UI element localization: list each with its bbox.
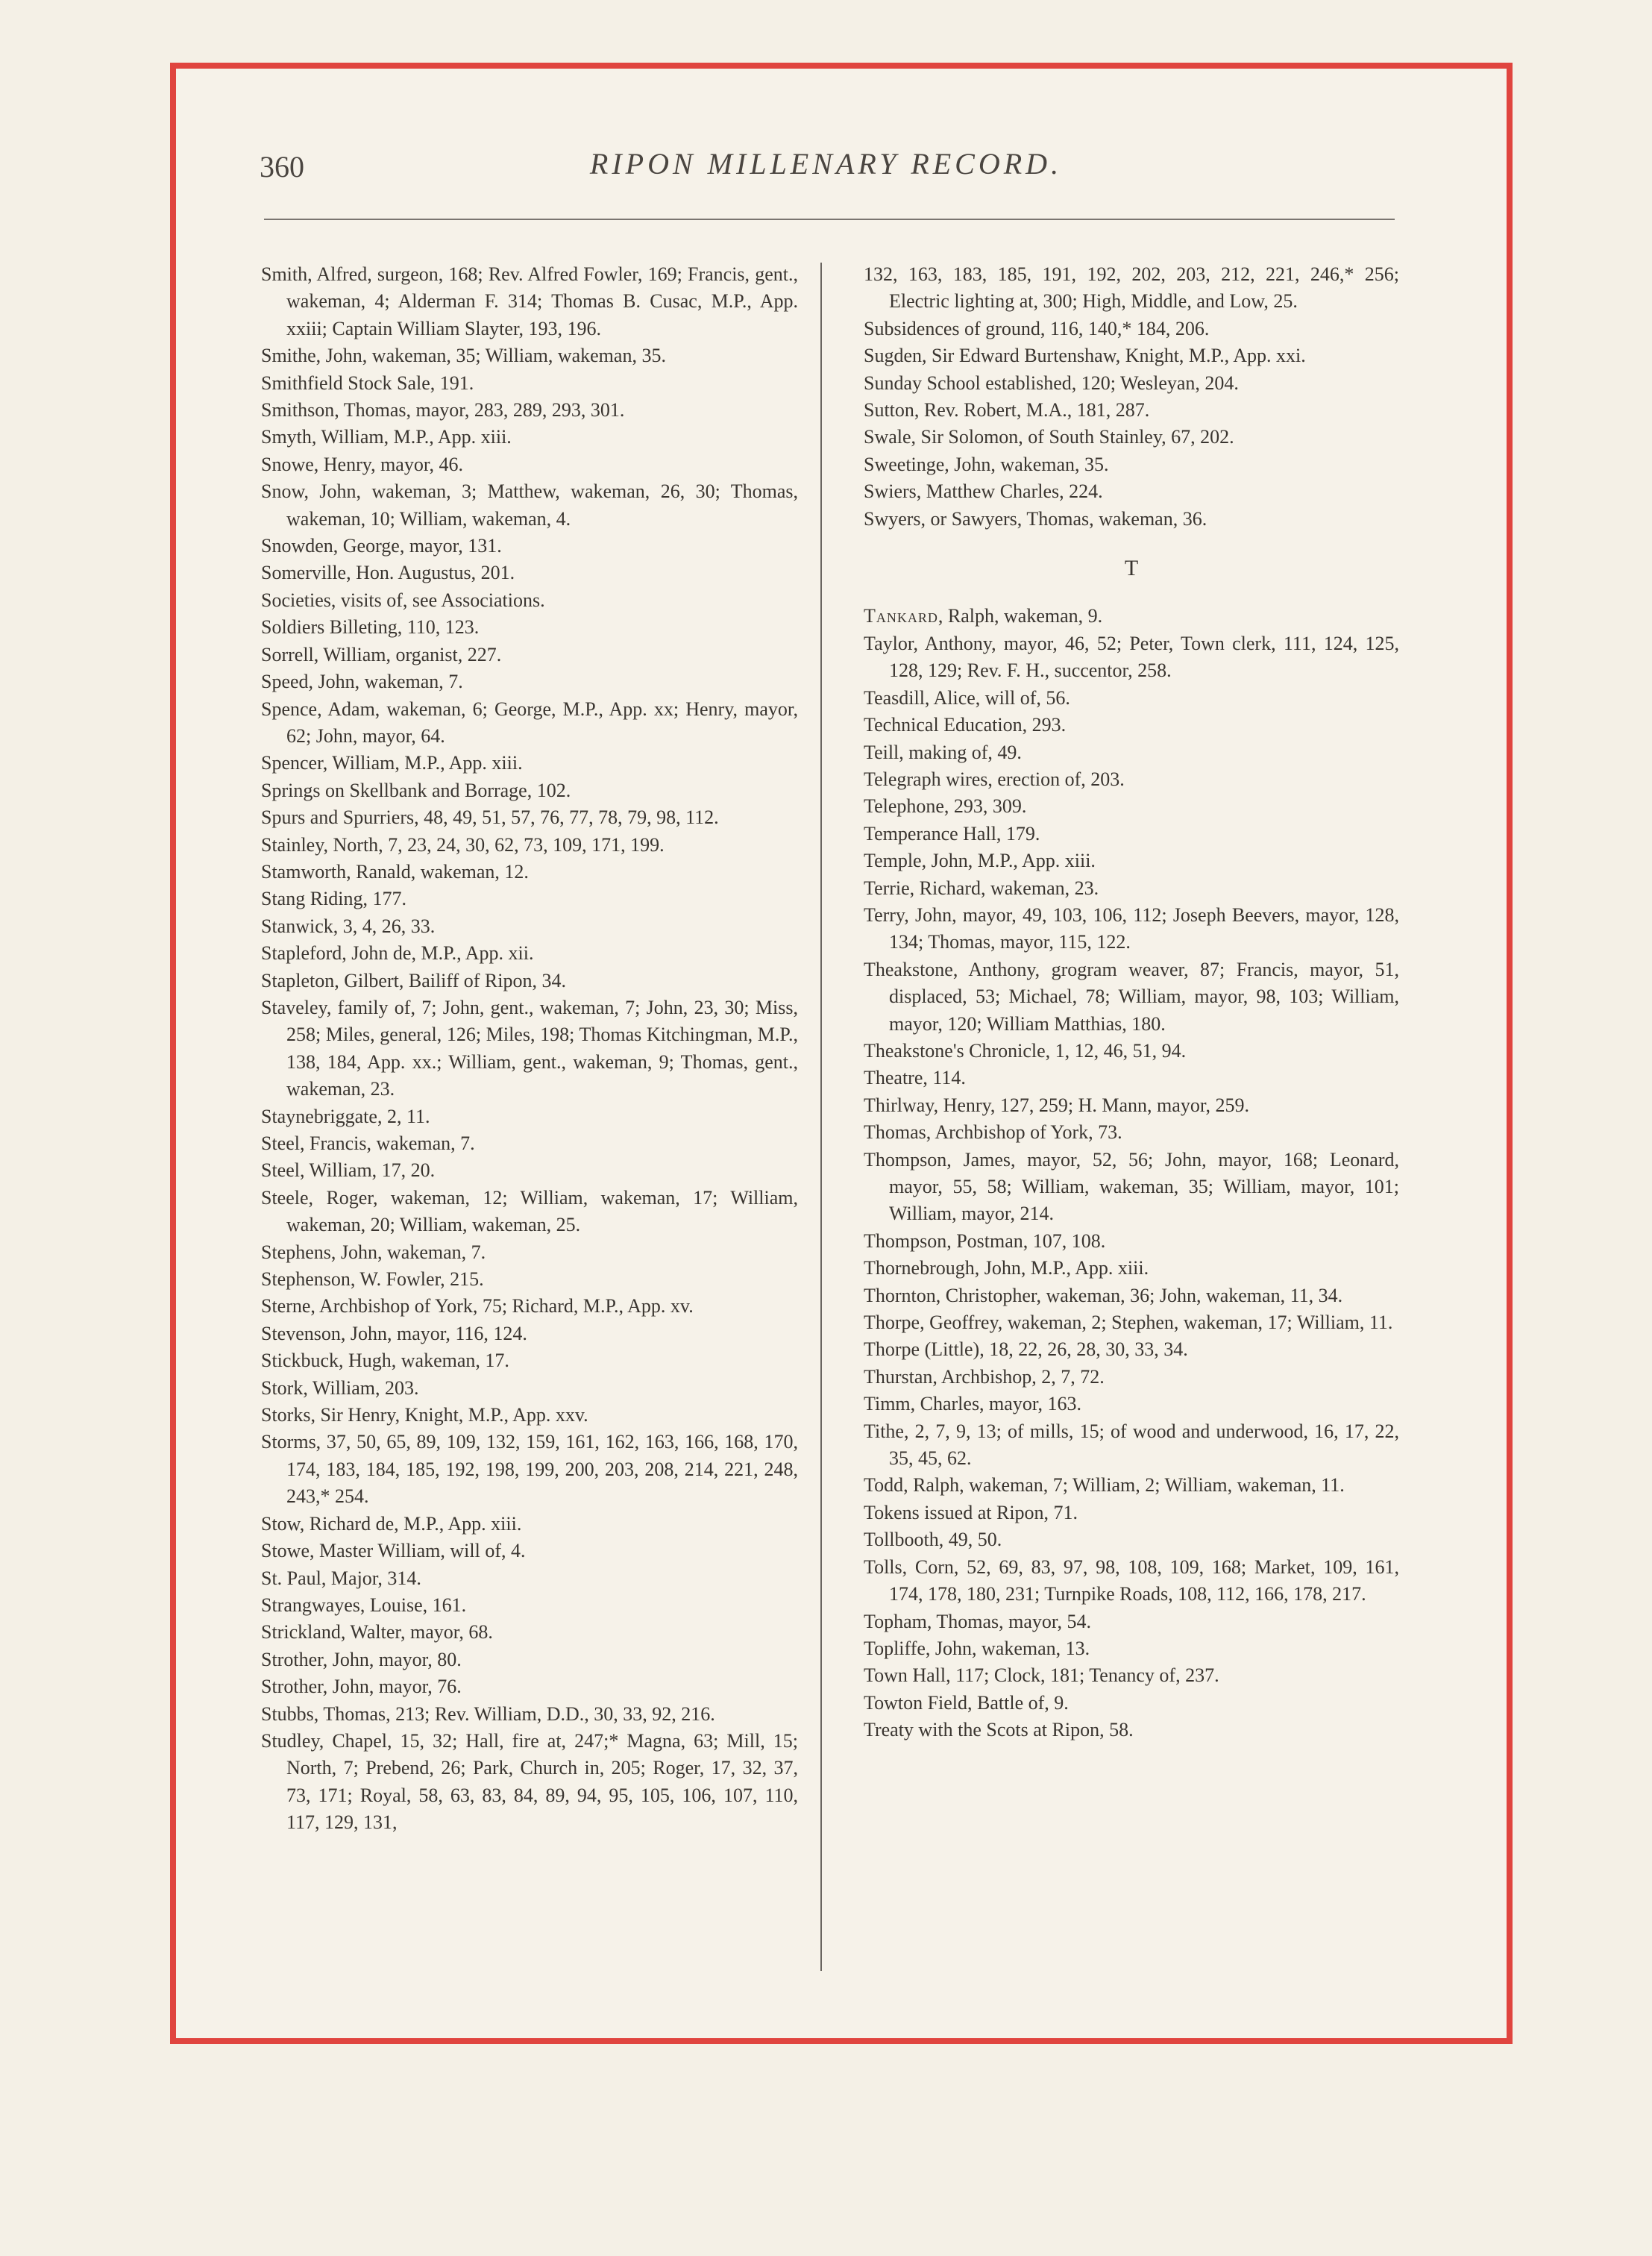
index-entry: Sutton, Rev. Robert, M.A., 181, 287.: [864, 399, 1150, 422]
index-entry: Thurstan, Archbishop, 2, 7, 72.: [864, 1365, 1105, 1388]
index-entry: Speed, John, wakeman, 7.: [261, 671, 463, 693]
index-entry: Technical Education, 293.: [864, 714, 1067, 736]
index-entry: St. Paul, Major, 314.: [261, 1567, 421, 1589]
running-title: RIPON MILLENARY RECORD.: [589, 147, 1063, 181]
index-entry: Snowden, George, mayor, 131.: [261, 535, 502, 557]
index-entry: Thornebrough, John, M.P., App. xiii.: [864, 1257, 1149, 1279]
index-entry: Swiers, Matthew Charles, 224.: [864, 480, 1103, 503]
index-entry: Thompson, Postman, 107, 108.: [864, 1229, 1106, 1252]
index-entry: Treaty with the Scots at Ripon, 58.: [864, 1719, 1134, 1741]
index-entry: 132, 163, 183, 185, 191, 192, 202, 203, 212, 221, 246,* 256; Electric lighting at, 300; High, Middle, and Low, 25.: [864, 263, 1399, 313]
index-entry: Terry, John, mayor, 49, 103, 106, 112; Joseph Beevers, mayor, 128, 134; Thomas, mayor, 115, 122.: [864, 903, 1399, 953]
index-entry: Tolls, Corn, 52, 69, 83, 97, 98, 108, 109, 168; Market, 109, 161, 174, 178, 180, 231; Turnpike Roads, 108, 112, 166, 178, 217.: [864, 1555, 1399, 1605]
index-entry: Smith, Alfred, surgeon, 168; Rev. Alfred Fowler, 169; Francis, gent., wakeman, 4; Alderman F. 314; Thomas B. Cusac, M.P., App. xxiii; Captain William Slayter, 193, 196.: [261, 263, 798, 339]
index-entry: Thomas, Archbishop of York, 73.: [864, 1121, 1122, 1144]
index-entry: Steel, Francis, wakeman, 7.: [261, 1132, 475, 1154]
index-entry: Spurs and Spurriers, 48, 49, 51, 57, 76, 77, 78, 79, 98, 112.: [261, 806, 719, 829]
index-entry: Smyth, William, M.P., App. xiii.: [261, 426, 512, 448]
page-number: 360: [260, 150, 304, 184]
index-entry: Theatre, 114.: [864, 1067, 966, 1089]
index-entry: Theakstone's Chronicle, 1, 12, 46, 51, 94.: [864, 1039, 1187, 1062]
index-entry: Sugden, Sir Edward Burtenshaw, Knight, M.P., App. xxi.: [864, 345, 1306, 367]
index-entry: Taylor, Anthony, mayor, 46, 52; Peter, Town clerk, 111, 124, 125, 128, 129; Rev. F. H., succentor, 258.: [864, 632, 1399, 682]
index-entry: Smithfield Stock Sale, 191.: [261, 372, 474, 394]
index-entry: Stickbuck, Hugh, wakeman, 17.: [261, 1350, 509, 1372]
index-entry: Steel, William, 17, 20.: [261, 1159, 436, 1182]
index-entry: Strother, John, mayor, 80.: [261, 1648, 462, 1670]
index-entry: Subsidences of ground, 116, 140,* 184, 206.: [864, 317, 1210, 339]
index-entry: Strangwayes, Louise, 161.: [261, 1594, 467, 1616]
index-entry-rest: , Ralph, wakeman, 9.: [938, 605, 1103, 627]
index-entry: [864, 603, 1399, 630]
section-letter-heading: T: [1124, 556, 1139, 581]
index-entry: Stang Riding, 177.: [261, 888, 407, 910]
index-entry: Teasdill, Alice, will of, 56.: [864, 686, 1070, 709]
index-entry: Teill, making of, 49.: [864, 741, 1022, 763]
index-entry: Stapleford, John de, M.P., App. xii.: [261, 942, 534, 965]
index-entry: Studley, Chapel, 15, 32; Hall, fire at, 247;* Magna, 63; Mill, 15; North, 7; Prebend, 26; Park, Church in, 205; Roger, 17, 32, 37, 73, 171; Royal, 58, 63, 83, 84, 89, 94, 95, 105, 106, 107, 110, 117, 129, 131,: [261, 1729, 798, 1834]
index-entry: Thirlway, Henry, 127, 259; H. Mann, mayor, 259.: [864, 1094, 1249, 1116]
index-entry: Stamworth, Ranald, wakeman, 12.: [261, 860, 529, 883]
header-rule: [264, 219, 1395, 220]
index-entry: Spence, Adam, wakeman, 6; George, M.P., App. xx; Henry, mayor, 62; John, mayor, 64.: [261, 698, 798, 747]
index-column-left: [261, 261, 798, 1837]
index-entry: Tollbooth, 49, 50.: [864, 1529, 1002, 1551]
index-entry-headword: Tankard: [864, 605, 938, 627]
index-entries-s-continued: [864, 261, 1399, 533]
index-entry: Topham, Thomas, mayor, 54.: [864, 1610, 1092, 1632]
index-entry: Stainley, North, 7, 23, 24, 30, 62, 73, 109, 171, 199.: [261, 833, 665, 856]
index-entry: Thorpe (Little), 18, 22, 26, 28, 30, 33, 34.: [864, 1338, 1188, 1361]
index-entry: Snow, John, wakeman, 3; Matthew, wakeman, 26, 30; Thomas, wakeman, 10; William, wakeman, 4.: [261, 480, 798, 530]
index-entry: Swale, Sir Solomon, of South Stainley, 67, 202.: [864, 426, 1234, 448]
index-entry: Sorrell, William, organist, 227.: [261, 643, 502, 665]
index-entry: Temple, John, M.P., App. xiii.: [864, 850, 1096, 872]
index-entry: Sunday School established, 120; Wesleyan, 204.: [864, 372, 1239, 394]
index-column-right: [864, 261, 1399, 1744]
index-entry: Telephone, 293, 309.: [864, 795, 1027, 818]
index-entry: Spencer, William, M.P., App. xiii.: [261, 752, 523, 774]
index-entry: Town Hall, 117; Clock, 181; Tenancy of, 237.: [864, 1664, 1219, 1687]
index-entry: Tokens issued at Ripon, 71.: [864, 1501, 1078, 1523]
index-entry: Timm, Charles, mayor, 163.: [864, 1393, 1081, 1415]
index-entry: Staveley, family of, 7; John, gent., wakeman, 7; John, 23, 30; Miss, 258; Miles, general, 126; Miles, 198; Thomas Kitchingman, M.P., 138, 184, App. xx.; William, gent., wakeman, 9; Thomas, gent., wakeman, 23.: [261, 996, 798, 1100]
index-entries-t: [864, 630, 1399, 1744]
index-entry: Topliffe, John, wakeman, 13.: [864, 1637, 1090, 1659]
index-entry: Stowe, Master William, will of, 4.: [261, 1540, 526, 1562]
index-entry: Steele, Roger, wakeman, 12; William, wakeman, 17; William, wakeman, 20; William, wakeman, 25.: [261, 1186, 798, 1236]
index-entry: Stevenson, John, mayor, 116, 124.: [261, 1322, 527, 1344]
index-entry: Telegraph wires, erection of, 203.: [864, 768, 1125, 790]
index-entry: Temperance Hall, 179.: [864, 822, 1040, 845]
index-entry: Strickland, Walter, mayor, 68.: [261, 1621, 493, 1644]
index-entry: Sweetinge, John, wakeman, 35.: [864, 453, 1109, 475]
index-entry: Snowe, Henry, mayor, 46.: [261, 453, 463, 475]
column-divider: [820, 263, 822, 1971]
index-entry: Smithe, John, wakeman, 35; William, wakeman, 35.: [261, 345, 666, 367]
index-entry: Swyers, or Sawyers, Thomas, wakeman, 36.: [864, 507, 1207, 530]
index-entry: Stephenson, W. Fowler, 215.: [261, 1268, 484, 1291]
index-entry: Stow, Richard de, M.P., App. xiii.: [261, 1512, 522, 1535]
index-entry: Somerville, Hon. Augustus, 201.: [261, 562, 515, 584]
index-entry: Tithe, 2, 7, 9, 13; of mills, 15; of wood and underwood, 16, 17, 22, 35, 45, 62.: [864, 1420, 1399, 1470]
index-entry: Springs on Skellbank and Borrage, 102.: [261, 779, 571, 801]
index-entry: Stapleton, Gilbert, Bailiff of Ripon, 34.: [261, 969, 566, 991]
index-entry: Terrie, Richard, wakeman, 23.: [864, 877, 1099, 899]
index-entry: Stork, William, 203.: [261, 1376, 419, 1399]
index-entry: Thorpe, Geoffrey, wakeman, 2; Stephen, wakeman, 17; William, 11.: [864, 1312, 1393, 1334]
index-entry: Stephens, John, wakeman, 7.: [261, 1241, 486, 1263]
index-entry: Thornton, Christopher, wakeman, 36; John, wakeman, 11, 34.: [864, 1284, 1343, 1306]
index-entry: Storks, Sir Henry, Knight, M.P., App. xxv.: [261, 1404, 588, 1426]
index-entry: Staynebriggate, 2, 11.: [261, 1105, 430, 1127]
index-entry: Stanwick, 3, 4, 26, 33.: [261, 915, 436, 937]
index-entry: Strother, John, mayor, 76.: [261, 1676, 462, 1698]
index-entry: Storms, 37, 50, 65, 89, 109, 132, 159, 161, 162, 163, 166, 168, 170, 174, 183, 184, 185, 192, 198, 199, 200, 203, 208, 214, 221, 248, 243,* 254.: [261, 1431, 798, 1508]
index-entry: Todd, Ralph, wakeman, 7; William, 2; William, wakeman, 11.: [864, 1474, 1345, 1497]
index-entry: Societies, visits of, see Associations.: [261, 589, 545, 611]
index-entry: Thompson, James, mayor, 52, 56; John, mayor, 168; Leonard, mayor, 55, 58; William, wakeman, 35; William, mayor, 101; William, mayor, 214.: [864, 1148, 1399, 1225]
index-entry: Stubbs, Thomas, 213; Rev. William, D.D., 30, 33, 92, 216.: [261, 1702, 715, 1725]
index-entry: Towton Field, Battle of, 9.: [864, 1691, 1069, 1714]
index-entry: Theakstone, Anthony, grogram weaver, 87; Francis, mayor, 51, displaced, 53; Michael, 78; William, mayor, 98, 103; William, mayor, 120; William Matthias, 180.: [864, 958, 1399, 1035]
index-entry: Smithson, Thomas, mayor, 283, 289, 293, 301.: [261, 399, 625, 422]
index-entry: Soldiers Billeting, 110, 123.: [261, 616, 480, 639]
index-entry: Sterne, Archbishop of York, 75; Richard, M.P., App. xv.: [261, 1295, 694, 1317]
